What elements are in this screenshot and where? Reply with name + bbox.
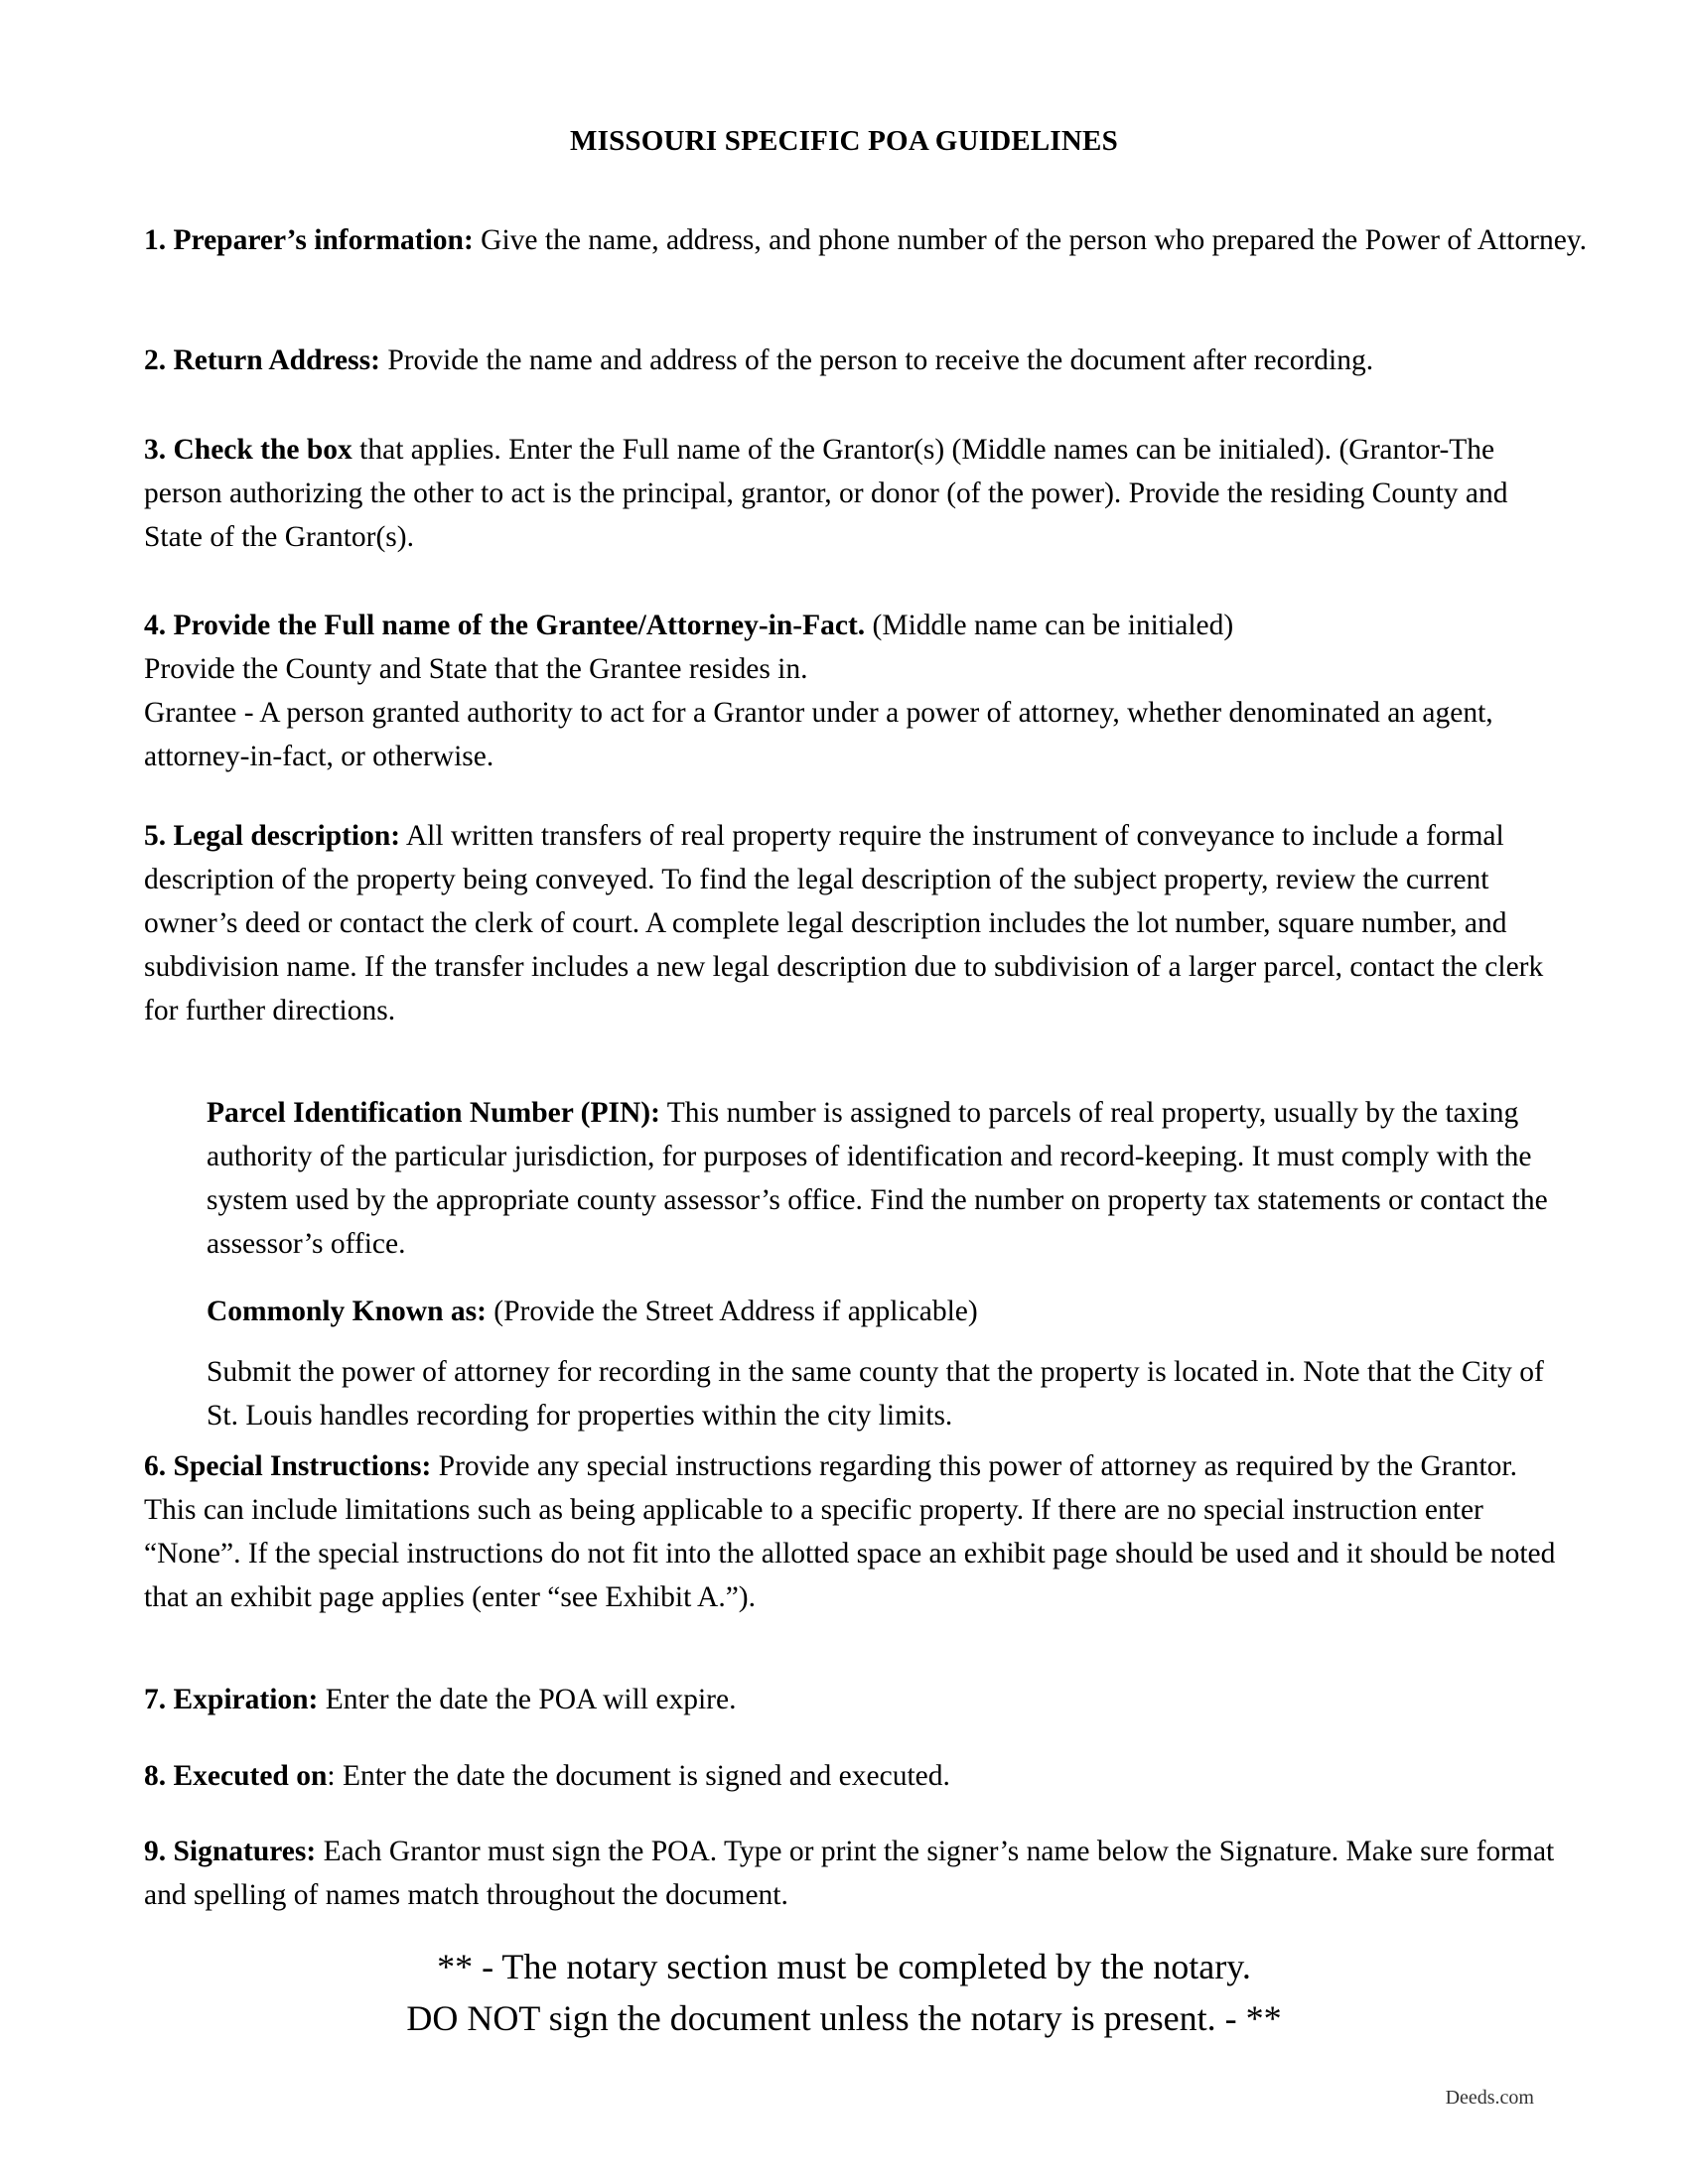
notary-notice-line-2: DO NOT sign the document unless the notary is present. - ** <box>406 1998 1282 2038</box>
section-executed-on <box>144 1754 1564 1798</box>
section-preparers-information <box>144 218 1594 262</box>
known-as-label: Commonly Known as: <box>207 1296 487 1327</box>
pin-label: Parcel Identification Number (PIN): <box>207 1097 660 1129</box>
section-special-instructions <box>144 1444 1564 1619</box>
section-text: that applies. Enter the Full name of the Grantor(s) (Middle names can be initialed). (Grantor-The person authorizing the other to act is the principal, grantor, or donor (of the power). Provide the residing County and State of the Grantor(s). <box>144 434 1508 553</box>
section-text: : Enter the date the document is signed and executed. <box>327 1760 950 1792</box>
section-label: 4. Provide the Full name of the Grantee/Attorney-in-Fact. <box>144 610 866 641</box>
section-label: 6. Special Instructions: <box>144 1450 432 1482</box>
footer-source: Deeds.com <box>1445 2087 1534 2109</box>
section-grantee <box>144 604 1564 778</box>
parcel-identification-number <box>207 1091 1557 1266</box>
section-expiration <box>144 1678 1564 1721</box>
section-return-address <box>144 339 1564 382</box>
section-label: 7. Expiration: <box>144 1684 319 1715</box>
section-label: 9. Signatures: <box>144 1836 317 1867</box>
section-first-line <box>144 604 1564 647</box>
section-line-3: Grantee - A person granted authority to act for a Grantor under a power of attorney, whether denominated an agent, attorney-in-fact, or otherwise. <box>144 697 1493 772</box>
commonly-known-as <box>207 1290 1557 1333</box>
section-text: Provide the name and address of the person to receive the document after recording. <box>379 344 1374 376</box>
section-label: 5. Legal description: <box>144 820 401 852</box>
section-label: 3. Check the box <box>144 434 352 466</box>
section-text: Give the name, address, and phone number of the person who prepared the Power of Attorney. <box>473 224 1588 256</box>
submit-note: Submit the power of attorney for recording in the same county that the property is located in. Note that the City of St. Louis handles recording for properties within the city limits. <box>207 1356 1544 1432</box>
section-text: All written transfers of real property require the instrument of conveyance to include a formal description of the property being conveyed. To find the legal description of the subject property, review the current owner’s deed or contact the clerk of court. A complete legal description includes the lot number, square number, and subdivision name. If the transfer includes a new legal description due to subdivision of a larger parcel, contact the clerk for further directions. <box>144 820 1544 1026</box>
section-legal-description <box>144 814 1564 1032</box>
section-check-the-box <box>144 428 1564 559</box>
section-text: (Middle name can be initialed) <box>865 610 1234 641</box>
section-signatures <box>144 1830 1564 1917</box>
known-as-text: (Provide the Street Address if applicable) <box>486 1296 978 1327</box>
section-text: Provide any special instructions regarding this power of attorney as required by the Grantor. This can include limitations such as being applicable to a specific property. If there are no special instruction enter “None”. If the special instructions do not fit into the allotted space an exhibit page should be used and it should be noted that an exhibit page applies (enter “see Exhibit A.”). <box>144 1450 1556 1613</box>
notary-notice-line-1: ** - The notary section must be completed by the notary. <box>437 1947 1251 1986</box>
section-label: 8. Executed on <box>144 1760 328 1792</box>
section-line-2: Provide the County and State that the Grantee resides in. <box>144 653 808 685</box>
pin-text: This number is assigned to parcels of real property, usually by the taxing authority of the particular jurisdiction, for purposes of identification and record-keeping. It must comply with the system used by the appropriate county assessor’s office. Find the number on property tax statements or contact the assessor’s office. <box>207 1097 1548 1260</box>
section-text: Each Grantor must sign the POA. Type or print the signer’s name below the Signature. Make sure format and spelling of names match throughout the document. <box>144 1836 1555 1911</box>
section-text: Enter the date the POA will expire. <box>318 1684 737 1715</box>
section-label: 2. Return Address: <box>144 344 380 376</box>
page-title: MISSOURI SPECIFIC POA GUIDELINES <box>570 125 1118 157</box>
section-label: 1. Preparer’s information: <box>144 224 474 256</box>
